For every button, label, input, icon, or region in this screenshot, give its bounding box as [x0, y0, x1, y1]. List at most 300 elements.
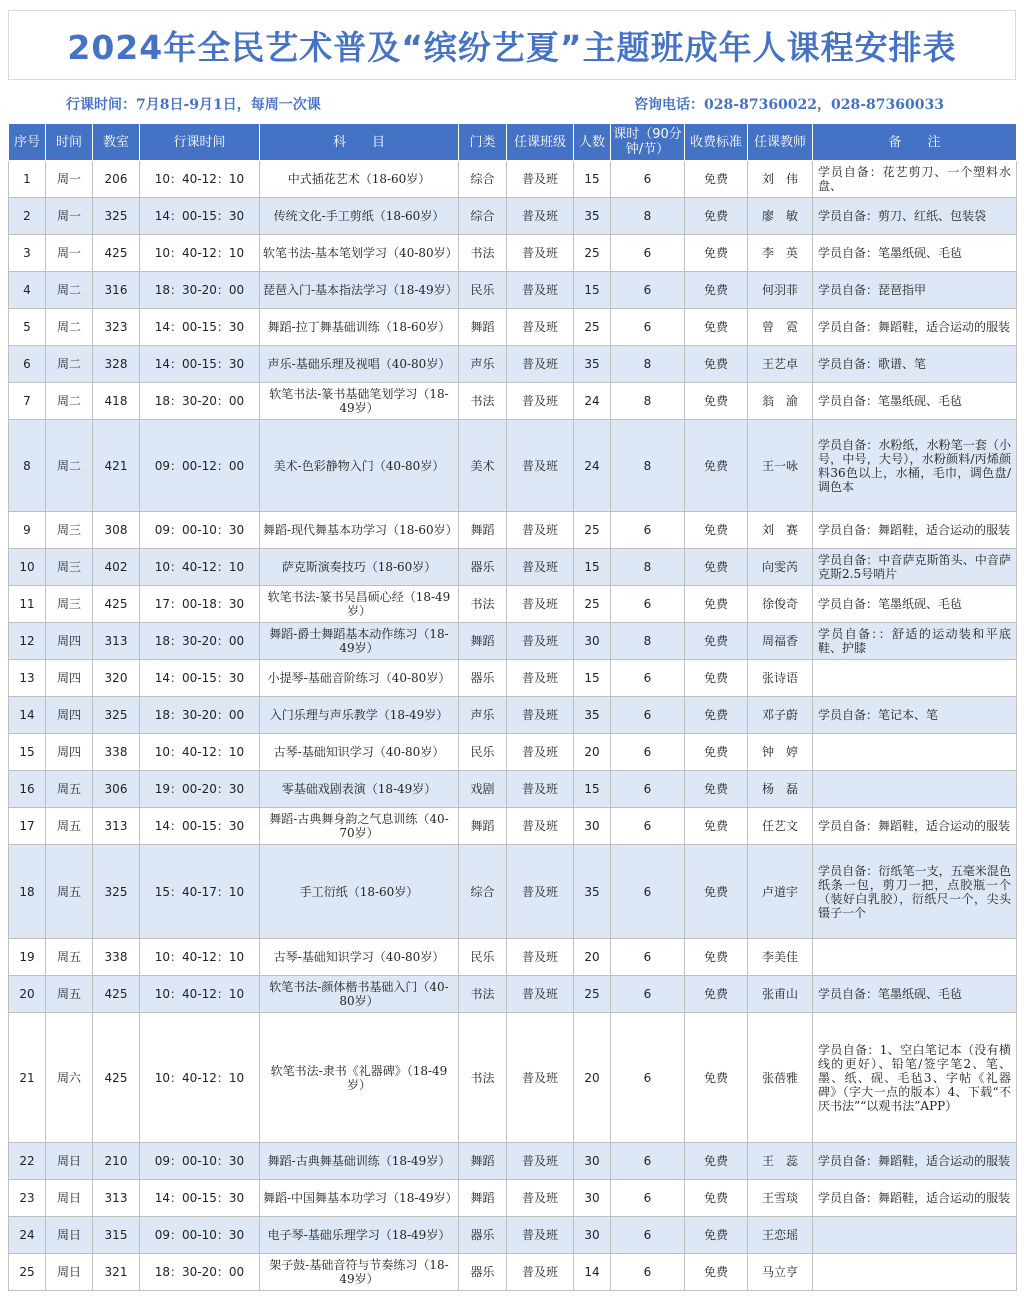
col-subject: 软笔书法-颜体楷书基础入门（40-80岁）	[260, 976, 459, 1013]
col-day: 周五	[46, 771, 93, 808]
col-day: 周二	[46, 346, 93, 383]
col-index: 3	[9, 235, 46, 272]
col-notes: 学员自备：舞蹈鞋，适合运动的服装	[813, 1180, 1017, 1217]
col-class: 普及班	[507, 383, 574, 420]
col-time: 18：30-20：00	[140, 697, 260, 734]
col-class: 普及班	[507, 586, 574, 623]
col-day: 周四	[46, 697, 93, 734]
col-class: 普及班	[507, 512, 574, 549]
col-subject: 舞蹈-古典舞身韵之气息训练（40-70岁）	[260, 808, 459, 845]
col-hours: 6	[611, 1180, 685, 1217]
info-bar	[8, 86, 1016, 122]
col-category: 书法	[459, 235, 507, 272]
col-count: 15	[574, 549, 611, 586]
col-teacher: 卢道宇	[748, 845, 813, 939]
col-subject: 软笔书法-隶书《礼器碑》（18-49岁）	[260, 1013, 459, 1143]
header-col-category: 门类	[459, 124, 507, 161]
col-count: 30	[574, 1217, 611, 1254]
col-teacher: 张蓓雅	[748, 1013, 813, 1143]
col-room: 425	[93, 586, 140, 623]
col-class: 普及班	[507, 1254, 574, 1291]
col-teacher: 向雯芮	[748, 549, 813, 586]
col-class: 普及班	[507, 660, 574, 697]
col-index: 14	[9, 697, 46, 734]
col-time: 18：30-20：00	[140, 1254, 260, 1291]
header-col-room: 教室	[93, 124, 140, 161]
col-hours: 8	[611, 383, 685, 420]
col-index: 16	[9, 771, 46, 808]
table-row	[9, 549, 1017, 586]
col-fee: 免费	[685, 1143, 748, 1180]
col-hours: 6	[611, 272, 685, 309]
col-day: 周三	[46, 512, 93, 549]
col-time: 09：00-10：30	[140, 512, 260, 549]
col-category: 器乐	[459, 660, 507, 697]
col-room: 313	[93, 808, 140, 845]
col-day: 周一	[46, 161, 93, 198]
col-time: 15：40-17：10	[140, 845, 260, 939]
col-subject: 舞蹈-中国舞基本功学习（18-49岁）	[260, 1180, 459, 1217]
col-count: 30	[574, 808, 611, 845]
col-category: 声乐	[459, 697, 507, 734]
col-fee: 免费	[685, 808, 748, 845]
col-time: 10：40-12：10	[140, 235, 260, 272]
col-count: 25	[574, 512, 611, 549]
col-index: 7	[9, 383, 46, 420]
col-count: 20	[574, 734, 611, 771]
col-class: 普及班	[507, 1143, 574, 1180]
table-body	[9, 161, 1017, 1291]
col-subject: 舞蹈-拉丁舞基础训练（18-60岁）	[260, 309, 459, 346]
col-class: 普及班	[507, 771, 574, 808]
col-teacher: 王 蕊	[748, 1143, 813, 1180]
col-teacher: 曾 霓	[748, 309, 813, 346]
col-count: 35	[574, 198, 611, 235]
col-hours: 6	[611, 939, 685, 976]
col-hours: 6	[611, 660, 685, 697]
col-room: 425	[93, 976, 140, 1013]
table-row	[9, 198, 1017, 235]
col-class: 普及班	[507, 976, 574, 1013]
col-category: 声乐	[459, 346, 507, 383]
col-class: 普及班	[507, 623, 574, 660]
col-index: 20	[9, 976, 46, 1013]
col-category: 书法	[459, 586, 507, 623]
col-day: 周五	[46, 939, 93, 976]
col-index: 8	[9, 420, 46, 512]
col-time: 18：30-20：00	[140, 272, 260, 309]
col-teacher: 李 英	[748, 235, 813, 272]
col-hours: 6	[611, 1217, 685, 1254]
table-row	[9, 771, 1017, 808]
col-category: 戏剧	[459, 771, 507, 808]
col-category: 舞蹈	[459, 808, 507, 845]
col-teacher: 刘 伟	[748, 161, 813, 198]
header-col-teacher: 任课教师	[748, 124, 813, 161]
col-index: 15	[9, 734, 46, 771]
col-index: 9	[9, 512, 46, 549]
col-time: 10：40-12：10	[140, 161, 260, 198]
col-time: 10：40-12：10	[140, 939, 260, 976]
col-category: 民乐	[459, 272, 507, 309]
col-notes: 学员自备：笔墨纸砚、毛毡	[813, 976, 1017, 1013]
col-notes: 学员自备：水粉纸，水粉笔一套（小号，中号，大号），水粉颜料/丙烯颜料36色以上，水桶，毛巾，调色盘/调色本	[813, 420, 1017, 512]
col-fee: 免费	[685, 1254, 748, 1291]
col-room: 306	[93, 771, 140, 808]
col-fee: 免费	[685, 235, 748, 272]
col-teacher: 王恋瑶	[748, 1217, 813, 1254]
contact-info: 咨询电话：028-87360022，028-87360033	[634, 97, 944, 113]
col-hours: 6	[611, 771, 685, 808]
col-notes: 学员自备：花艺剪刀、一个塑料水盘、	[813, 161, 1017, 198]
col-day: 周五	[46, 845, 93, 939]
col-time: 17：00-18：30	[140, 586, 260, 623]
page-title: 2024年全民艺术普及“缤纷艺夏”主题班成年人课程安排表	[8, 10, 1016, 80]
col-room: 308	[93, 512, 140, 549]
col-room: 313	[93, 1180, 140, 1217]
col-teacher: 刘 赛	[748, 512, 813, 549]
col-subject: 架子鼓-基础音符与节奏练习（18-49岁）	[260, 1254, 459, 1291]
col-category: 器乐	[459, 1254, 507, 1291]
col-class: 普及班	[507, 808, 574, 845]
col-day: 周二	[46, 383, 93, 420]
col-subject: 舞蹈-现代舞基本功学习（18-60岁）	[260, 512, 459, 549]
col-category: 民乐	[459, 939, 507, 976]
col-subject: 古琴-基础知识学习（40-80岁）	[260, 734, 459, 771]
col-teacher: 王雪琰	[748, 1180, 813, 1217]
col-notes: 学员自备：中音萨克斯笛头、中音萨克斯2.5号哨片	[813, 549, 1017, 586]
header-col-fee: 收费标准	[685, 124, 748, 161]
col-day: 周四	[46, 660, 93, 697]
col-notes: 学员自备：歌谱、笔	[813, 346, 1017, 383]
header-col-count: 人数	[574, 124, 611, 161]
col-teacher: 马立亨	[748, 1254, 813, 1291]
header-col-class: 任课班级	[507, 124, 574, 161]
col-notes	[813, 660, 1017, 697]
header-col-notes: 备 注	[813, 124, 1017, 161]
col-teacher: 徐俊奇	[748, 586, 813, 623]
col-category: 舞蹈	[459, 1143, 507, 1180]
col-index: 11	[9, 586, 46, 623]
col-subject: 手工衍纸（18-60岁）	[260, 845, 459, 939]
col-fee: 免费	[685, 420, 748, 512]
col-index: 13	[9, 660, 46, 697]
table-row	[9, 1013, 1017, 1143]
col-fee: 免费	[685, 586, 748, 623]
col-count: 25	[574, 586, 611, 623]
col-count: 20	[574, 939, 611, 976]
col-teacher: 李美佳	[748, 939, 813, 976]
col-hours: 8	[611, 549, 685, 586]
col-day: 周日	[46, 1217, 93, 1254]
col-category: 书法	[459, 1013, 507, 1143]
col-class: 普及班	[507, 1013, 574, 1143]
table-row	[9, 1143, 1017, 1180]
col-category: 民乐	[459, 734, 507, 771]
col-category: 器乐	[459, 549, 507, 586]
col-notes: 学员自备：1、空白笔记本（没有横线的更好）、铅笔/签字笔2、笔、墨、纸、砚、毛毡3、字帖《礼器碑》（字大一点的版本）4、下载“不厌书法”“以观书法”APP）	[813, 1013, 1017, 1143]
col-room: 313	[93, 623, 140, 660]
col-count: 14	[574, 1254, 611, 1291]
col-count: 35	[574, 697, 611, 734]
col-teacher: 翁 渝	[748, 383, 813, 420]
col-category: 舞蹈	[459, 623, 507, 660]
table-row	[9, 845, 1017, 939]
col-class: 普及班	[507, 198, 574, 235]
col-category: 舞蹈	[459, 309, 507, 346]
col-room: 338	[93, 939, 140, 976]
col-count: 30	[574, 1143, 611, 1180]
col-day: 周日	[46, 1180, 93, 1217]
col-category: 美术	[459, 420, 507, 512]
col-fee: 免费	[685, 734, 748, 771]
col-subject: 入门乐理与声乐教学（18-49岁）	[260, 697, 459, 734]
col-notes	[813, 1254, 1017, 1291]
col-notes: 学员自备：衍纸笔一支，五毫米混色纸条一包，剪刀一把，点胶瓶一个（装好白乳胶），衍纸尺一个，尖头镊子一个	[813, 845, 1017, 939]
col-count: 30	[574, 623, 611, 660]
col-time: 14：00-15：30	[140, 808, 260, 845]
col-index: 22	[9, 1143, 46, 1180]
col-teacher: 邓子蔚	[748, 697, 813, 734]
col-time: 14：00-15：30	[140, 198, 260, 235]
table-row	[9, 586, 1017, 623]
table-row	[9, 1254, 1017, 1291]
col-teacher: 王一咏	[748, 420, 813, 512]
col-room: 325	[93, 845, 140, 939]
col-room: 418	[93, 383, 140, 420]
col-day: 周二	[46, 309, 93, 346]
col-hours: 8	[611, 198, 685, 235]
col-hours: 6	[611, 1254, 685, 1291]
col-notes: 学员自备：剪刀、红纸、包装袋	[813, 198, 1017, 235]
table-row	[9, 272, 1017, 309]
col-count: 25	[574, 976, 611, 1013]
col-hours: 6	[611, 586, 685, 623]
table-row	[9, 346, 1017, 383]
col-teacher: 周福香	[748, 623, 813, 660]
col-count: 25	[574, 235, 611, 272]
col-class: 普及班	[507, 272, 574, 309]
col-hours: 8	[611, 346, 685, 383]
col-count: 15	[574, 272, 611, 309]
col-day: 周三	[46, 549, 93, 586]
col-notes: 学员自备：舞蹈鞋，适合运动的服装	[813, 309, 1017, 346]
col-hours: 6	[611, 309, 685, 346]
col-class: 普及班	[507, 697, 574, 734]
col-teacher: 任艺文	[748, 808, 813, 845]
col-room: 210	[93, 1143, 140, 1180]
col-class: 普及班	[507, 1217, 574, 1254]
col-category: 综合	[459, 845, 507, 939]
col-day: 周三	[46, 586, 93, 623]
col-subject: 美术-色彩静物入门（40-80岁）	[260, 420, 459, 512]
col-notes	[813, 771, 1017, 808]
col-room: 328	[93, 346, 140, 383]
col-fee: 免费	[685, 697, 748, 734]
col-time: 10：40-12：10	[140, 1013, 260, 1143]
col-notes	[813, 1217, 1017, 1254]
col-notes: 学员自备：舞蹈鞋，适合运动的服装	[813, 1143, 1017, 1180]
col-notes: 学员自备：笔墨纸砚、毛毡	[813, 383, 1017, 420]
table-row	[9, 235, 1017, 272]
col-count: 24	[574, 383, 611, 420]
col-room: 402	[93, 549, 140, 586]
col-index: 10	[9, 549, 46, 586]
col-fee: 免费	[685, 771, 748, 808]
col-subject: 中式插花艺术（18-60岁）	[260, 161, 459, 198]
col-category: 综合	[459, 161, 507, 198]
col-room: 321	[93, 1254, 140, 1291]
col-fee: 免费	[685, 660, 748, 697]
col-room: 338	[93, 734, 140, 771]
col-class: 普及班	[507, 235, 574, 272]
col-day: 周一	[46, 198, 93, 235]
col-class: 普及班	[507, 939, 574, 976]
col-fee: 免费	[685, 976, 748, 1013]
col-fee: 免费	[685, 272, 748, 309]
col-class: 普及班	[507, 420, 574, 512]
col-category: 器乐	[459, 1217, 507, 1254]
col-index: 23	[9, 1180, 46, 1217]
col-category: 舞蹈	[459, 1180, 507, 1217]
col-count: 20	[574, 1013, 611, 1143]
col-class: 普及班	[507, 346, 574, 383]
col-index: 25	[9, 1254, 46, 1291]
col-count: 30	[574, 1180, 611, 1217]
col-day: 周六	[46, 1013, 93, 1143]
col-day: 周二	[46, 272, 93, 309]
table-row	[9, 808, 1017, 845]
col-subject: 古琴-基础知识学习（40-80岁）	[260, 939, 459, 976]
col-notes: 学员自备：舞蹈鞋，适合运动的服装	[813, 808, 1017, 845]
col-room: 206	[93, 161, 140, 198]
col-fee: 免费	[685, 939, 748, 976]
col-time: 09：00-10：30	[140, 1217, 260, 1254]
table-row	[9, 939, 1017, 976]
col-room: 316	[93, 272, 140, 309]
col-notes: 学员自备：舞蹈鞋，适合运动的服装	[813, 512, 1017, 549]
col-teacher: 张诗语	[748, 660, 813, 697]
col-day: 周一	[46, 235, 93, 272]
col-day: 周二	[46, 420, 93, 512]
col-subject: 萨克斯演奏技巧（18-60岁）	[260, 549, 459, 586]
table-row	[9, 660, 1017, 697]
col-index: 18	[9, 845, 46, 939]
col-time: 09：00-10：30	[140, 1143, 260, 1180]
col-notes	[813, 734, 1017, 771]
col-subject: 舞蹈-古典舞基础训练（18-49岁）	[260, 1143, 459, 1180]
col-category: 舞蹈	[459, 512, 507, 549]
col-class: 普及班	[507, 549, 574, 586]
col-teacher: 何羽菲	[748, 272, 813, 309]
col-count: 35	[574, 845, 611, 939]
col-index: 6	[9, 346, 46, 383]
col-room: 325	[93, 697, 140, 734]
col-fee: 免费	[685, 1217, 748, 1254]
col-subject: 软笔书法-篆书吴昌硕心经（18-49岁）	[260, 586, 459, 623]
col-notes: 学员自备：笔记本、笔	[813, 697, 1017, 734]
header-col-hours: 课时（90分钟/节）	[611, 124, 685, 161]
col-index: 4	[9, 272, 46, 309]
col-hours: 6	[611, 1013, 685, 1143]
col-hours: 6	[611, 845, 685, 939]
col-hours: 6	[611, 1143, 685, 1180]
table-row	[9, 697, 1017, 734]
col-index: 12	[9, 623, 46, 660]
col-hours: 8	[611, 420, 685, 512]
table-row	[9, 1180, 1017, 1217]
col-subject: 软笔书法-基本笔划学习（40-80岁）	[260, 235, 459, 272]
col-index: 17	[9, 808, 46, 845]
table-row	[9, 1217, 1017, 1254]
col-count: 15	[574, 660, 611, 697]
table-header-row	[9, 124, 1017, 161]
col-day: 周日	[46, 1254, 93, 1291]
col-category: 书法	[459, 383, 507, 420]
col-class: 普及班	[507, 734, 574, 771]
col-fee: 免费	[685, 383, 748, 420]
col-day: 周四	[46, 623, 93, 660]
table-row	[9, 161, 1017, 198]
col-fee: 免费	[685, 1180, 748, 1217]
col-room: 425	[93, 1013, 140, 1143]
col-index: 2	[9, 198, 46, 235]
col-time: 19：00-20：30	[140, 771, 260, 808]
col-hours: 6	[611, 808, 685, 845]
col-count: 24	[574, 420, 611, 512]
col-subject: 传统文化-手工剪纸（18-60岁）	[260, 198, 459, 235]
col-teacher: 廖 敏	[748, 198, 813, 235]
col-notes	[813, 939, 1017, 976]
col-index: 1	[9, 161, 46, 198]
col-time: 10：40-12：10	[140, 976, 260, 1013]
col-notes: 学员自备：琵琶指甲	[813, 272, 1017, 309]
col-time: 18：30-20：00	[140, 383, 260, 420]
col-fee: 免费	[685, 512, 748, 549]
header-col-index: 序号	[9, 124, 46, 161]
course-table	[8, 123, 1017, 1291]
col-time: 14：00-15：30	[140, 346, 260, 383]
col-fee: 免费	[685, 161, 748, 198]
col-fee: 免费	[685, 1013, 748, 1143]
col-hours: 8	[611, 623, 685, 660]
col-room: 320	[93, 660, 140, 697]
col-time: 09：00-12：00	[140, 420, 260, 512]
col-time: 10：40-12：10	[140, 549, 260, 586]
col-time: 14：00-15：30	[140, 309, 260, 346]
col-time: 14：00-15：30	[140, 1180, 260, 1217]
table-row	[9, 512, 1017, 549]
col-fee: 免费	[685, 346, 748, 383]
table-row	[9, 383, 1017, 420]
col-index: 19	[9, 939, 46, 976]
table-row	[9, 976, 1017, 1013]
col-day: 周五	[46, 808, 93, 845]
col-fee: 免费	[685, 623, 748, 660]
col-subject: 舞蹈-爵士舞蹈基本动作练习（18-49岁）	[260, 623, 459, 660]
header-col-time: 行课时间	[140, 124, 260, 161]
col-count: 15	[574, 161, 611, 198]
col-subject: 琵琶入门-基本指法学习（18-49岁）	[260, 272, 459, 309]
col-notes: 学员自备：笔墨纸砚、毛毡	[813, 235, 1017, 272]
table-row	[9, 420, 1017, 512]
col-fee: 免费	[685, 309, 748, 346]
header-col-subject: 科 目	[260, 124, 459, 161]
col-subject: 软笔书法-篆书基础笔划学习（18-49岁）	[260, 383, 459, 420]
col-count: 25	[574, 309, 611, 346]
schedule-info: 行课时间：7月8日-9月1日，每周一次课	[66, 97, 321, 113]
col-hours: 6	[611, 697, 685, 734]
